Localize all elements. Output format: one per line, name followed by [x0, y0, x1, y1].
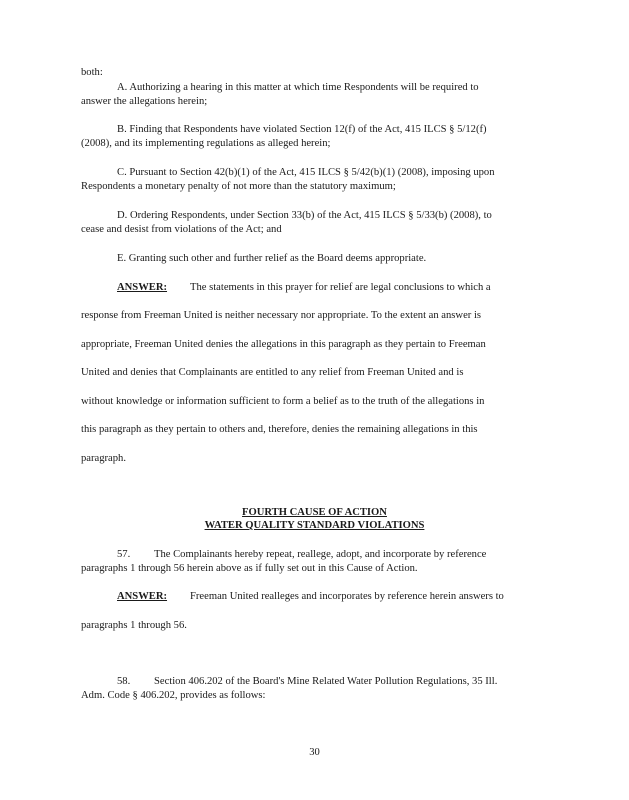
text-line: appropriate, Freeman United denies the allegations in this paragraph as they pertain to Freeman	[81, 339, 486, 350]
paragraph-number: 57.	[117, 549, 131, 560]
text-line: paragraphs 1 through 56 herein above as if fully set out in this Cause of Action.	[81, 563, 418, 574]
text-line: United and denies that Complainants are entitled to any relief from Freeman United and is	[81, 367, 464, 378]
text-line: A. Authorizing a hearing in this matter at which time Respondents will be required to	[117, 82, 479, 93]
text-line: without knowledge or information sufficient to form a belief as to the truth of the allegations in	[81, 396, 485, 407]
text-line: Adm. Code § 406.202, provides as follows:	[81, 690, 266, 701]
page-number: 30	[309, 747, 320, 758]
text-line: D. Ordering Respondents, under Section 33(b) of the Act, 415 ILCS § 5/33(b) (2008), to	[117, 210, 492, 221]
text-line: C. Pursuant to Section 42(b)(1) of the Act, 415 ILCS § 5/42(b)(1) (2008), imposing upon	[117, 167, 495, 178]
text-line: B. Finding that Respondents have violated Section 12(f) of the Act, 415 ILCS § 5/12(f)	[117, 124, 487, 135]
text-line: (2008), and its implementing regulations as alleged herein;	[81, 138, 331, 149]
text-line: cease and desist from violations of the Act; and	[81, 224, 282, 235]
text-line: The statements in this prayer for relief are legal conclusions to which a	[190, 282, 491, 293]
text-line: response from Freeman United is neither necessary nor appropriate. To the extent an answer is	[81, 310, 482, 321]
text-line: Section 406.202 of the Board's Mine Related Water Pollution Regulations, 35 Ill.	[154, 676, 498, 687]
answer-label: ANSWER:	[117, 591, 168, 602]
text-line: both:	[81, 67, 103, 78]
text-line: paragraph.	[81, 453, 126, 464]
paragraph-number: 58.	[117, 676, 131, 687]
text-line: The Complainants hereby repeat, reallege, adopt, and incorporate by reference	[154, 549, 487, 560]
text-line: this paragraph as they pertain to others and, therefore, denies the remaining allegations in this	[81, 424, 478, 435]
answer-label: ANSWER:	[117, 282, 168, 293]
section-title: WATER QUALITY STANDARD VIOLATIONS	[204, 520, 425, 531]
text-line: answer the allegations herein;	[81, 96, 208, 107]
text-line: Freeman United realleges and incorporates by reference herein answers to	[190, 591, 504, 602]
text-line: Respondents a monetary penalty of not more than the statutory maximum;	[81, 181, 396, 192]
text-line: paragraphs 1 through 56.	[81, 620, 187, 631]
text-line: E. Granting such other and further relief as the Board deems appropriate.	[117, 253, 427, 264]
section-heading: FOURTH CAUSE OF ACTION	[242, 507, 387, 518]
